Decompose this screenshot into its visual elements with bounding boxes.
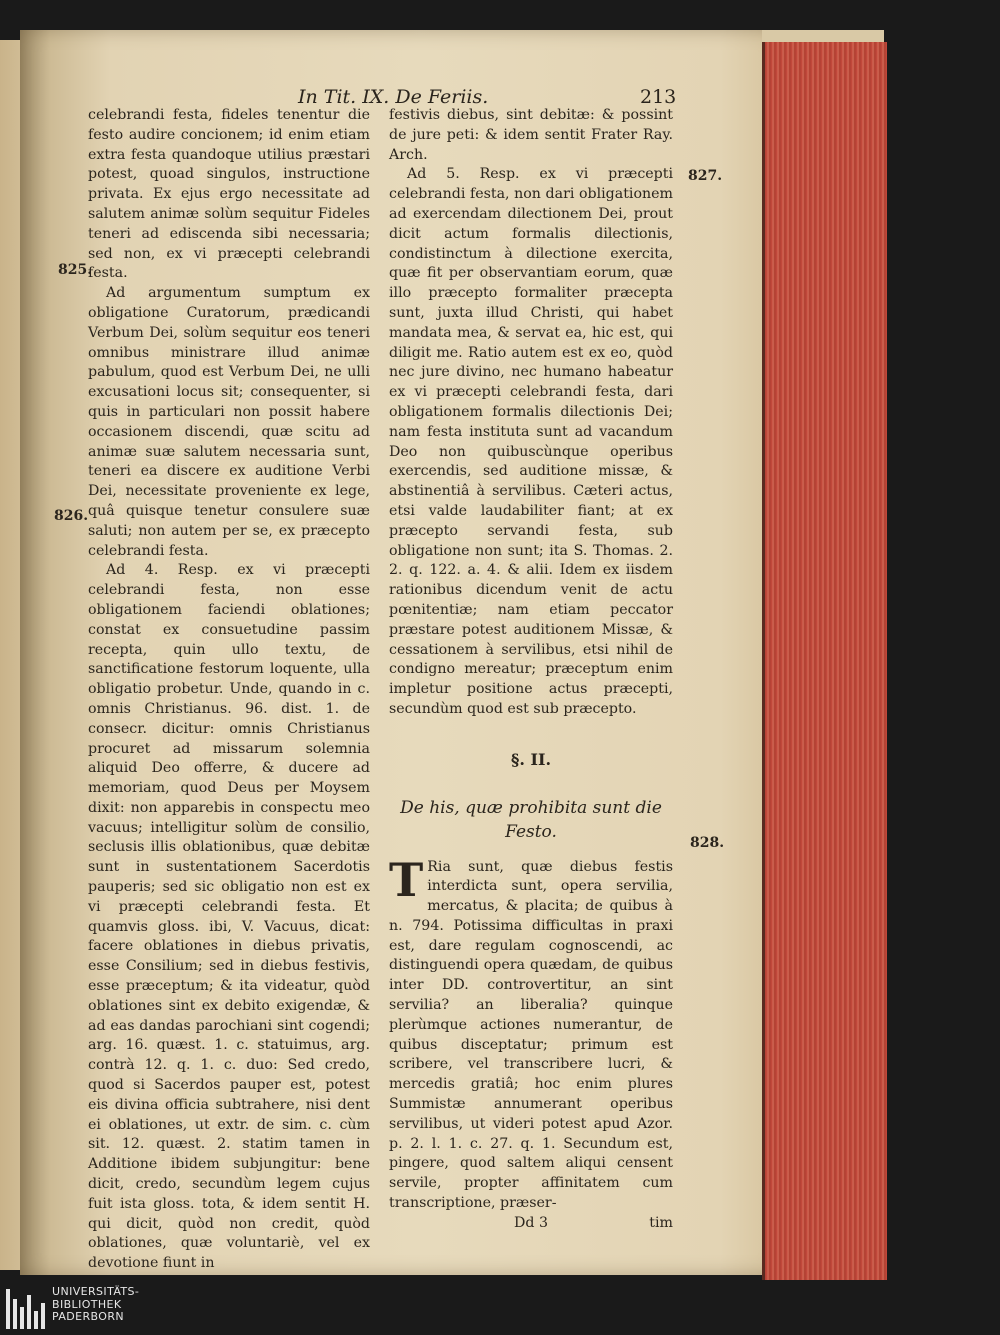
drop-cap: T [389, 852, 424, 907]
left-text-column [88, 106, 370, 1272]
page-number: 213 [640, 86, 677, 108]
margin-number-827: 827. [688, 168, 723, 184]
section-paragraph [389, 852, 673, 1214]
right-text-column [389, 106, 673, 1231]
paragraph: Ad 4. Resp. ex vi præcepti celebrandi festa, non esse obligationem faciendi oblationes; constat ex consuetudine passim recepta, quin ullo textu, de sanctificatione festorum loquente, ulla obligatio probetur. Unde, quando in c. omnis Christianus. 96. dist. 1. de consecr. dicitur: omnis Christianus procuret ad missarum solemnia aliquid Deo offerre, & ducere ad memoriam, quod Deus per Moysem dixit: non apparebis in conspectu meo vacuus; intelligitur solùm de consilio, seclusis illis oblationibus, quæ debitæ sunt in sustentationem Sacerdotis pauperis; sed sic obligatio non est ex vi præcepti celebrandi festa. Et quamvis gloss. ibi, V. Vacuus, dicat: facere oblationes in diebus privatis, esse Consilium; sed in diebus festivis, esse præceptum; & ita videatur, quòd oblationes sint ex debito exigendæ, & ad eas dandas parochiani sint cogendi; arg. 16. quæst. 1. c. statuimus, arg. contrà 12. q. 1. c. duo: Sed credo, quod si Sacerdos pauper est, potest eis divina officia subtrahere, nisi dent ei oblationes, ut extr. de sim. c. cùm sit. 12. quæst. 2. statim tamen in Additione ibidem subjungitur: bene dicit, credo, secundùm legem cujus fuit ista gloss. tota, & idem sentit H. qui dicit, quòd non credit, quòd oblationes, quæ voluntariè, vel ex devotione fiunt in [88, 562, 370, 1272]
paragraph: celebrandi festa, fideles tenentur die festo audire concionem; id enim etiam extra festa quandoque utilius præstari potest, quoad singulos, instructione privata. Ex ejus ergo necessitate ad salutem animæ solùm sequitur Fideles teneri ad ediscenda sibi necessaria; sed non, ex vi præcepti celebrandi festa. [88, 107, 370, 282]
margin-number-825: 825. [58, 262, 93, 278]
paragraph: Ad argumentum sumptum ex obligatione Curatorum, prædicandi Verbum Dei, solùm sequitur eos teneri omnibus ministrare illud animæ pabulum, quod est Verbum Dei, ne ulli excusationi locus sit; consequenter, si quis in particulari non possit habere occasionem discendi, quæ scitu ad animæ suæ salutem necessaria sunt, teneri ea discere ex auditione Verbi Dei, necessitate proveniente ex lege, quâ quisque tenetur consulere suæ saluti; non autem per se, ex præcepto celebrandi festa. [88, 285, 370, 559]
margin-number-826: 826. [54, 508, 89, 524]
paragraph: festivis diebus, sint debitæ: & possint de jure peti: & idem sentit Frater Ray. Arch. [389, 107, 673, 163]
library-name-line: PADERBORN [52, 1310, 125, 1323]
library-name-line: UNIVERSITÄTS- [52, 1285, 140, 1298]
library-watermark [0, 1283, 200, 1335]
section-mark: §. II. [510, 749, 552, 769]
margin-number-828: 828. [690, 835, 725, 851]
section-title: De his, quæ prohibita sunt die Festo. [400, 797, 662, 842]
library-name [52, 1286, 139, 1324]
red-page-edges [762, 42, 887, 1280]
library-logo-icon [6, 1289, 46, 1329]
signature-mark: Dd 3 [514, 1214, 548, 1231]
catchword: tim [649, 1214, 673, 1231]
section-text: Ria sunt, quæ diebus festis interdicta sunt, opera servilia, mercatus, & placita; de quibus à n. 794. Potissima difficultas in praxi est, dare regulam cognoscendi, ac distinguendi opera quædam, de quibus inter DD. controvertitur, an sint servilia? an liberalia? quinque plerùmque actiones numerantur, de quibus disceptatur; primum est scribere, vel transcribere lucri, & mercedis gratiâ; hoc enim plures Summistæ annumerant operibus servilibus, ut videri potest apud Azor. p. 2. l. 1. c. 27. q. 1. Secundum est, pingere, quod saltem aliqui censent servile, propter affinitatem cum transcriptione, præser- [389, 858, 673, 1212]
library-name-line: BIBLIOTHEK [52, 1297, 122, 1311]
paragraph: Ad 5. Resp. ex vi præcepti celebrandi festa, non dari obligationem ad exercendam dilectionem Dei, prout dicit actum formalis dilectionis, condistinctum à dilectione exercita, quæ fit per observantiam eorum, quæ illo præcepto formaliter præcepta sunt, juxta illud Christi, qui habet mandata mea, & servat ea, hic est, qui diligit me. Ratio autem est ex eo, quòd nec jure divino, nec humano habeatur ex vi præcepti celebrandi festa, dari obligationem formalis dilectionis Dei; nam festa instituta sunt ad vacandum Deo non quibuscùnque operibus exercendis, sed auditione missæ, & abstinentiâ à servilibus. Cæteri actus, etsi valde laudabiliter fiant; at ex præcepto servandi festa, sub obligatione non sunt; ita S. Thomas. 2. 2. q. 122. a. 4. & alii. Idem ex iisdem rationibus dicendum venit de actu pœnitentiæ; nam etiam peccator præstare potest auditionem Missæ, & cessationem à servilibus, etsi nihil de condigno mereatur; præceptum enim impletur positione actus præcepti, secundùm quod est sub præcepto. [389, 166, 673, 717]
running-title: In Tit. IX. De Feriis. [298, 86, 489, 108]
